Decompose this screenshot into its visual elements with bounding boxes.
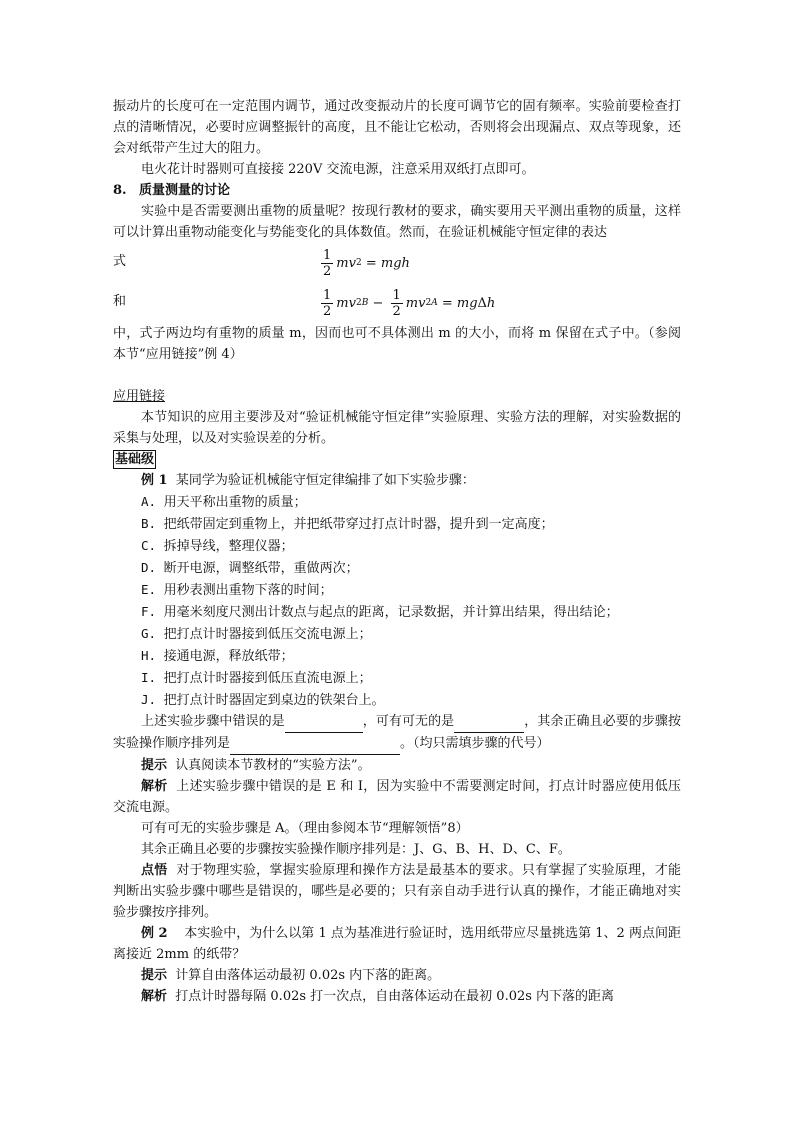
example-1-analysis: 解析 上述实验步骤中错误的是 E 和 I，因为实验中不需要测定时间，打点计时器应使用低压交流电源。 xyxy=(113,779,681,815)
example-1-analysis-2: 可有可无的实验步骤是 A。（理由参阅本节“理解领悟”8） xyxy=(141,821,469,836)
document-page xyxy=(113,96,681,1007)
equation-2 xyxy=(113,283,681,323)
application-heading: 应用链接 xyxy=(113,389,166,404)
example-2-analysis: 解析 打点计时器每隔 0.02s 打一次点，自由落体运动在最初 0.02s 内下落的距离 xyxy=(141,989,615,1004)
step-item: C. 拆掉导线，整理仪器； xyxy=(141,538,294,554)
section-number: 8. xyxy=(113,183,127,198)
equation-1-label: 式 xyxy=(113,254,127,269)
answer-blank-order xyxy=(230,733,400,755)
section-8-paragraph-2: 中，式子两边均有重物的质量 m，因而也可不具体测出 m 的大小，而将 m 保留在式子中。（参阅本节“应用链接”例 4） xyxy=(113,326,681,362)
example-1-insight: 点悟 对于物理实验，掌握实验原理和操作方法是最基本的要求。只有掌握了实验原理，才能判断出实验步骤中哪些是错误的，哪些是必要的；只有亲自动手进行认真的操作，才能正确地对实验步骤按序排列。 xyxy=(113,863,681,920)
section-title: 质量测量的讨论 xyxy=(139,183,231,198)
step-item: B. 把纸带固定到重物上，并把纸带穿过打点计时器，提升到一定高度； xyxy=(141,516,554,532)
application-intro: 本节知识的应用主要涉及对“验证机械能守恒定律”实验原理、实验方法的理解，对实验数据的采集与处理，以及对实验误差的分析。 xyxy=(113,410,681,446)
answer-blank-wrong xyxy=(285,711,363,733)
step-item: J. 把打点计时器固定到桌边的铁架台上。 xyxy=(141,692,385,708)
example-1-label: 例 1 xyxy=(141,473,168,488)
example-1-hint: 提示 认真阅读本节教材的“实验方法”。 xyxy=(141,758,371,773)
example-2-label: 例 2 xyxy=(141,926,168,941)
equation-1 xyxy=(113,243,681,283)
answer-blank-optional xyxy=(454,711,524,733)
step-item: F. 用毫米刻度尺测出计数点与起点的距离，记录数据，并计算出结果，得出结论； xyxy=(141,604,619,620)
section-8-paragraph-1: 实验中是否需要测出重物的质量呢？按现行教材的要求，确实要用天平测出重物的质量，这样可以计算出重物动能变化与势能变化的具体数值。然而，在验证机械能守恒定律的表达 xyxy=(113,204,681,240)
equation-1-formula: $\frac{1}{2}$ mv 2 = mgh xyxy=(323,247,410,279)
example-1-question: 例 1 某同学为验证机械能守恒定律编排了如下实验步骤： xyxy=(141,473,475,488)
step-item: H. 接通电源，释放纸带； xyxy=(141,648,294,664)
step-item: G. 把打点计时器接到低压交流电源上； xyxy=(141,626,372,642)
step-item: A. 用天平称出重物的质量； xyxy=(141,494,307,510)
intro-paragraph-2: 电火花计时器则可直接接 220V 交流电源，注意采用双纸打点即可。 xyxy=(141,162,535,177)
example-1-fill-in: 上述实验步骤中错误的是 ，可有可无的是 ，其余正确且必要的步骤按实验操作顺序排列是 。（均只需填步骤的代号） xyxy=(113,711,681,755)
intro-paragraph-1: 振动片的长度可在一定范围内调节，通过改变振动片的长度可调节它的固有频率。实验前要检查打点的清晰情况，必要时应调整振针的高度，且不能让它松动，否则将会出现漏点、双点等现象，还会对纸带产生过大的阻力。 xyxy=(113,99,681,156)
equation-2-formula: $\frac{1}{2}$ mv 2 B − $\frac{1}{2}$ mv 2 A = mg Δ h xyxy=(323,287,496,319)
example-2-hint: 提示 计算自由落体运动最初 0.02s 内下落的距离。 xyxy=(141,968,441,983)
step-item: D. 断开电源，调整纸带，重做两次； xyxy=(141,560,359,576)
step-item: E. 用秒表测出重物下落的时间； xyxy=(141,582,333,598)
example-1-steps xyxy=(113,491,681,711)
example-1-analysis-3: 其余正确且必要的步骤按实验操作顺序排列是：J、G、B、H、D、C、F。 xyxy=(141,842,571,857)
equation-2-label: 和 xyxy=(113,294,127,309)
section-8-heading xyxy=(113,180,681,201)
step-item: I. 把打点计时器接到低压直流电源上； xyxy=(141,670,372,686)
example-2-question: 例 2 本实验中，为什么以第 1 点为基准进行验证时，选用纸带应尽量挑选第 1、2 两点间距离接近 2mm 的纸带？ xyxy=(113,926,682,962)
level-badge: 基础级 xyxy=(115,452,155,467)
